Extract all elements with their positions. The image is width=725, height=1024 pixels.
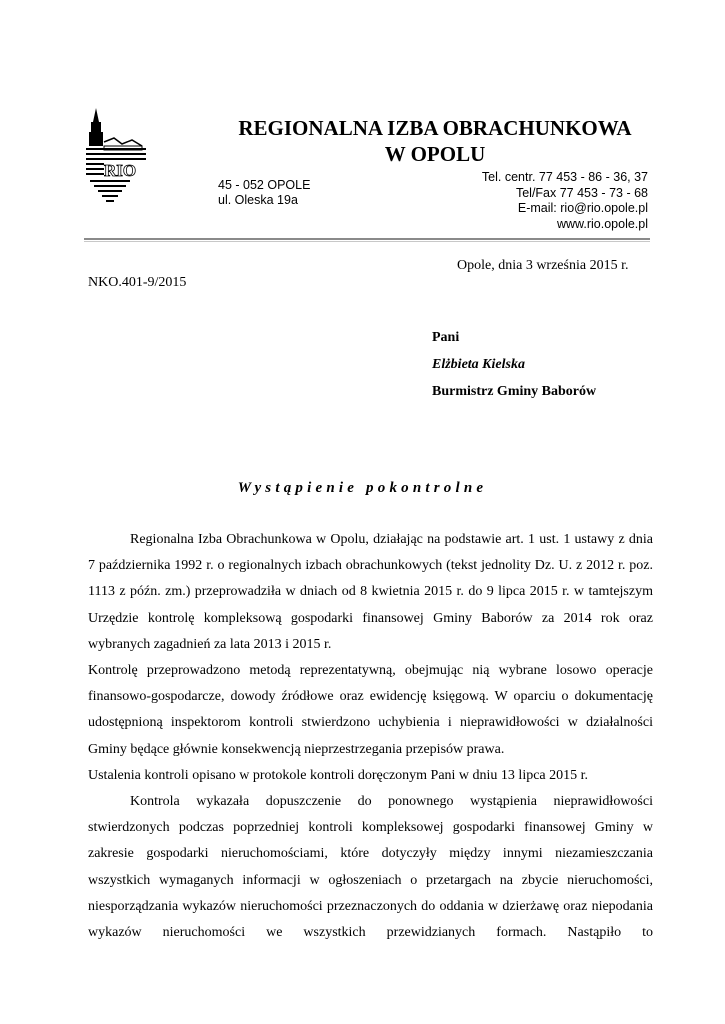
- rio-logo: [84, 108, 150, 208]
- contact-info: [482, 170, 648, 232]
- letter-body: [88, 527, 653, 946]
- fax: Tel/Fax 77 453 - 73 - 68: [515, 185, 648, 200]
- address-line-2: ul. Oleska 19a: [218, 193, 298, 207]
- paragraph: Regionalna Izba Obrachunkowa w Opolu, działając na podstawie art. 1 ust. 1 ustawy z dnia 7 października 1992 r. o regionalnych izbach obrachunkowych (tekst jednolity Dz. U. z 2012 r. poz. 1113 z późn. zm.) przeprowadziła w dniach od 8 kwietnia 2015 r. do 9 lipca 2015 r. w tamtejszym Urzędzie kontrolę kompleksową gospodarki finansowej Gminy Baborów za 2014 rok oraz wybranych zagadnień za lata 2013 i 2015 r.: [88, 532, 653, 652]
- recipient-salutation: Pani: [432, 330, 460, 345]
- paragraph: Kontrolę przeprowadzono metodą reprezentatywną, obejmując nią wybrane losowo operacje finansowo-gospodarcze, dowody źródłowe oraz ewidencję księgową. W oparciu o dokumentację udostępnioną inspektorom kontroli stwierdzono uchybienia i nieprawidłowości w działalności Gminy będące głównie konsekwencją nieprzestrzegania przepisów prawa.: [88, 663, 653, 757]
- reference-number: NKO.401-9/2015: [88, 275, 187, 290]
- letter-subject: Wystąpienie pokontrolne: [237, 480, 488, 496]
- paragraph: Ustalenia kontroli opisano w protokole kontroli doręczonym Pani w dniu 13 lipca 2015 r.: [88, 767, 589, 783]
- address-line-1: 45 - 052 OPOLE: [218, 178, 311, 192]
- header-divider: [84, 238, 650, 240]
- phone: Tel. centr. 77 453 - 86 - 36, 37: [481, 170, 648, 184]
- email: E-mail: rio@rio.opole.pl: [517, 201, 648, 215]
- website: www.rio.opole.pl: [556, 216, 648, 231]
- letter-date: Opole, dnia 3 września 2015 r.: [457, 258, 629, 273]
- organization-city: W OPOLU: [384, 142, 486, 166]
- recipient-block: [432, 324, 596, 405]
- header-divider-shadow: [84, 241, 650, 242]
- logo-text: RIO: [103, 161, 137, 180]
- recipient-title: Burmistrz Gminy Baborów: [432, 384, 597, 399]
- postal-address: [218, 178, 310, 208]
- organization-name: REGIONALNA IZBA OBRACHUNKOWA: [238, 116, 632, 140]
- paragraph: Kontrola wykazała dopuszczenie do ponownego wystąpienia nieprawidłowości stwierdzonych podczas poprzedniej kontroli kompleksowej gospodarki finansowej Gminy w zakresie gospodarki nieruchomościami, które dotyczyły między innymi niezamieszczania wszystkich wymaganych informacji w ogłoszeniach o przetargach na zbycie nieruchomości, niesporządzania wykazów nieruchomości przeznaczonych do oddania w dzierżawę oraz niepodania wykazów nieruchomości we wszystkich przewidzianych formach. Nastąpiło to: [88, 794, 653, 941]
- recipient-name: Elżbieta Kielska: [432, 357, 525, 372]
